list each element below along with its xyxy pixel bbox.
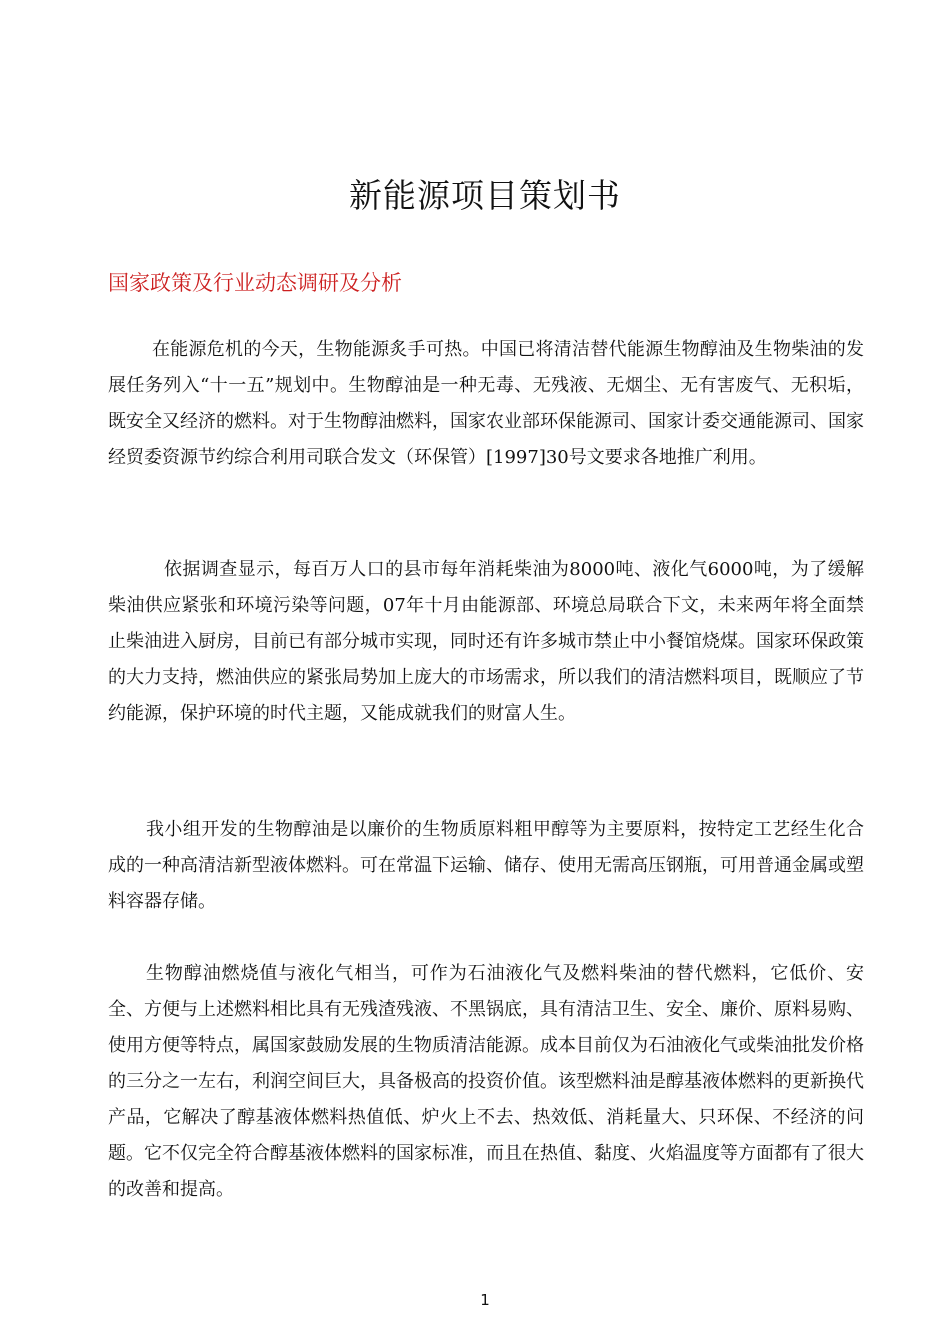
paragraph-survey-data: 依据调查显示，每百万人口的县市每年消耗柴油为8000吨、液化气6000吨，为了缓解柴油供应紧张和环境污染等问题，07年十月由能源部、环境总局联合下文，未来两年将全面禁止柴油进入厨房，目前已有部分城市实现，同时还有许多城市禁止中小餐馆烧煤。国家环保政策的大力支持，燃油供应的紧张局势加上庞大的市场需求，所以我们的清洁燃料项目，既顺应了节约能源，保护环境的时代主题，又能成就我们的财富人生。 bbox=[108, 559, 864, 724]
section-heading: 国家政策及行业动态调研及分析 bbox=[108, 271, 402, 295]
page-number: 1 bbox=[480, 1291, 490, 1309]
paragraph-product-advantages: 生物醇油燃烧值与液化气相当，可作为石油液化气及燃料柴油的替代燃料，它低价、安全、方便与上述燃料相比具有无残渣残液、不黑锅底，具有清洁卫生、安全、廉价、原料易购、使用方便等特点，属国家鼓励发展的生物质清洁能源。成本目前仅为石油液化气或柴油批发价格的三分之一左右，利润空间巨大，具备极高的投资价值。该型燃料油是醇基液体燃料的更新换代产品，它解决了醇基液体燃料热值低、炉火上不去、热效低、消耗量大、只环保、不经济的问题。它不仅完全符合醇基液体燃料的国家标准，而且在热值、黏度、火焰温度等方面都有了很大的改善和提高。 bbox=[108, 963, 864, 1200]
paragraph-product-intro: 我小组开发的生物醇油是以廉价的生物质原料粗甲醇等为主要原料，按特定工艺经生化合成的一种高清洁新型液体燃料。可在常温下运输、储存、使用无需高压钢瓶，可用普通金属或塑料容器存储。 bbox=[108, 819, 864, 912]
document-title: 新能源项目策划书 bbox=[349, 176, 621, 215]
paragraph-energy-crisis: 在能源危机的今天，生物能源炙手可热。中国已将清洁替代能源生物醇油及生物柴油的发展任务列入“十一五”规划中。生物醇油是一种无毒、无残液、无烟尘、无有害废气、无积垢，既安全又经济的燃料。对于生物醇油燃料，国家农业部环保能源司、国家计委交通能源司、国家经贸委资源节约综合利用司联合发文（环保管）[1997]30号文要求各地推广利用。 bbox=[108, 339, 864, 468]
